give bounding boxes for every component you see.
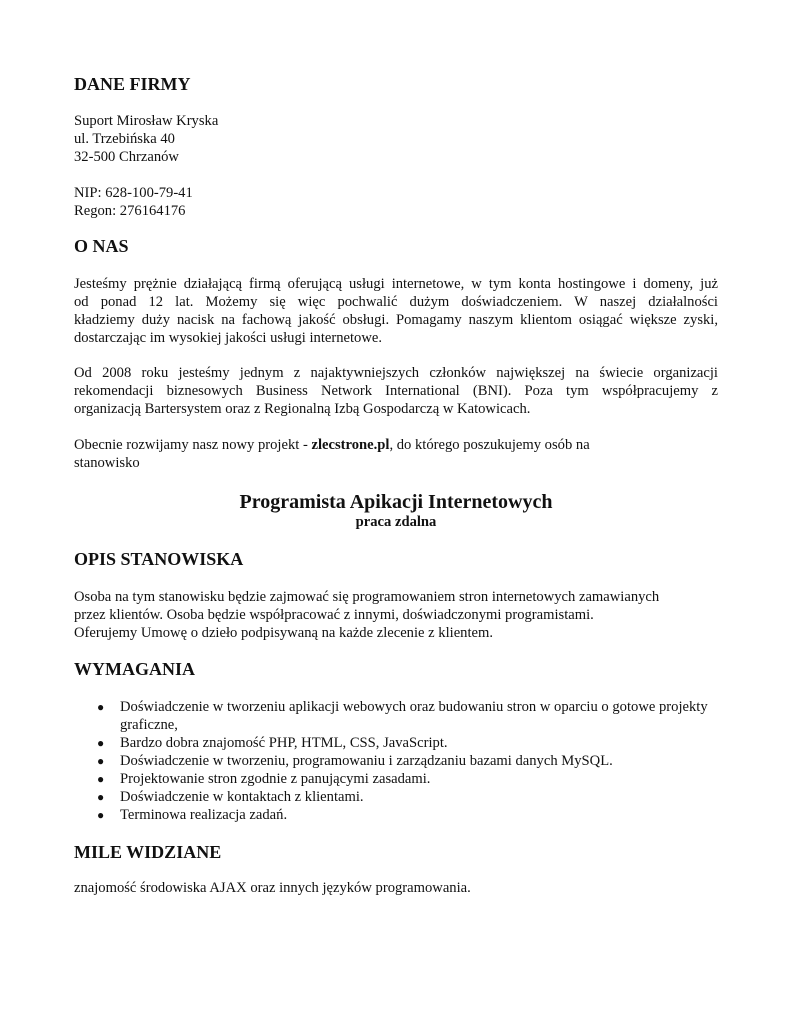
about-p1-line: dostarczając im wysokiej jakości usługi internetowe. [74, 330, 383, 346]
about-p1-line: kładziemy duży nacisk na fachową jakość obsługi. Pomagamy naszym klientom osiągać większe zyski, [74, 312, 718, 328]
list-item [74, 752, 718, 770]
job-subtitle: praca zdalna [355, 514, 437, 530]
requirement-text: Bardzo dobra znajomość PHP, HTML, CSS, JavaScript. [120, 735, 448, 751]
bullet-icon: ● [97, 808, 105, 822]
company-ids [74, 184, 718, 220]
about-paragraph-2 [74, 364, 718, 418]
about-heading: O NAS [74, 236, 129, 256]
bullet-icon: ● [97, 754, 105, 768]
bullet-icon: ● [97, 700, 105, 714]
list-item [74, 698, 718, 734]
company-address [74, 112, 718, 166]
job-title: Programista Apikacji Internetowych [239, 491, 553, 513]
about-p1-line: od ponad 12 lat. Możemy się więc pochwalić dużym doświadczeniem. W naszej działalności [74, 294, 718, 310]
about-p2-line: Od 2008 roku jesteśmy jednym z najaktywniejszych członków największej na świecie organizacji [74, 365, 718, 381]
company-nip: NIP: 628-100-79-41 [74, 185, 193, 201]
requirement-text: Doświadczenie w tworzeniu, programowaniu i zarządzaniu bazami danych MySQL. [120, 753, 613, 769]
bullet-icon: ● [97, 736, 105, 750]
description-text [74, 588, 718, 642]
bullet-icon: ● [97, 772, 105, 786]
about-p2-line: organizacją Bartersystem oraz z Regionalną Izbą Gospodarczą w Katowicach. [74, 401, 531, 417]
about-p2-line: rekomendacji biznesowych Business Network International (BNI). Poza tym współpracujemy z [74, 383, 718, 399]
description-line: Oferujemy Umowę o dzieło podpisywaną na każde zlecenie z klientem. [74, 625, 494, 641]
description-line: przez klientów. Osoba będzie współpracować z innymi, doświadczonymi programistami. [74, 607, 594, 623]
requirement-text: Doświadczenie w tworzeniu aplikacji webowych oraz budowaniu stron w oparciu o gotowe projekty graficzne, [120, 699, 708, 733]
about-p3-line [74, 436, 718, 454]
requirement-text: Projektowanie stron zgodnie z panującymi zasadami. [120, 771, 431, 787]
about-p1-line: Jesteśmy prężnie działającą firmą oferującą usługi internetowe, w tym konta hostingowe i domeny, już [74, 276, 718, 292]
project-link: zlecstrone.pl [311, 437, 390, 453]
about-paragraph-1 [74, 275, 718, 347]
nice-to-have-text: znajomość środowiska AJAX oraz innych języków programowania. [74, 880, 471, 896]
list-item [74, 788, 718, 806]
company-name: Suport Mirosław Kryska [74, 113, 219, 129]
requirements-heading: WYMAGANIA [74, 659, 195, 679]
company-street: ul. Trzebińska 40 [74, 131, 175, 147]
requirement-text: Doświadczenie w kontaktach z klientami. [120, 789, 364, 805]
list-item [74, 806, 718, 824]
list-item [74, 770, 718, 788]
about-p3-before: Obecnie rozwijamy nasz nowy projekt - [74, 437, 312, 453]
list-item [74, 734, 718, 752]
requirements-list [74, 698, 718, 824]
requirement-text: Terminowa realizacja zadań. [120, 807, 288, 823]
description-heading: OPIS STANOWISKA [74, 549, 244, 569]
company-heading: DANE FIRMY [74, 74, 191, 94]
bullet-icon: ● [97, 790, 105, 804]
description-line: Osoba na tym stanowisku będzie zajmować się programowaniem stron internetowych zamawianych [74, 589, 660, 605]
company-city: 32-500 Chrzanów [74, 149, 179, 165]
about-p3-after: , do którego poszukujemy osób na [389, 437, 590, 453]
nice-to-have-heading: MILE WIDZIANE [74, 842, 222, 862]
about-p3-line2: stanowisko [74, 455, 140, 471]
company-regon: Regon: 276164176 [74, 203, 186, 219]
about-paragraph-3 [74, 436, 718, 472]
